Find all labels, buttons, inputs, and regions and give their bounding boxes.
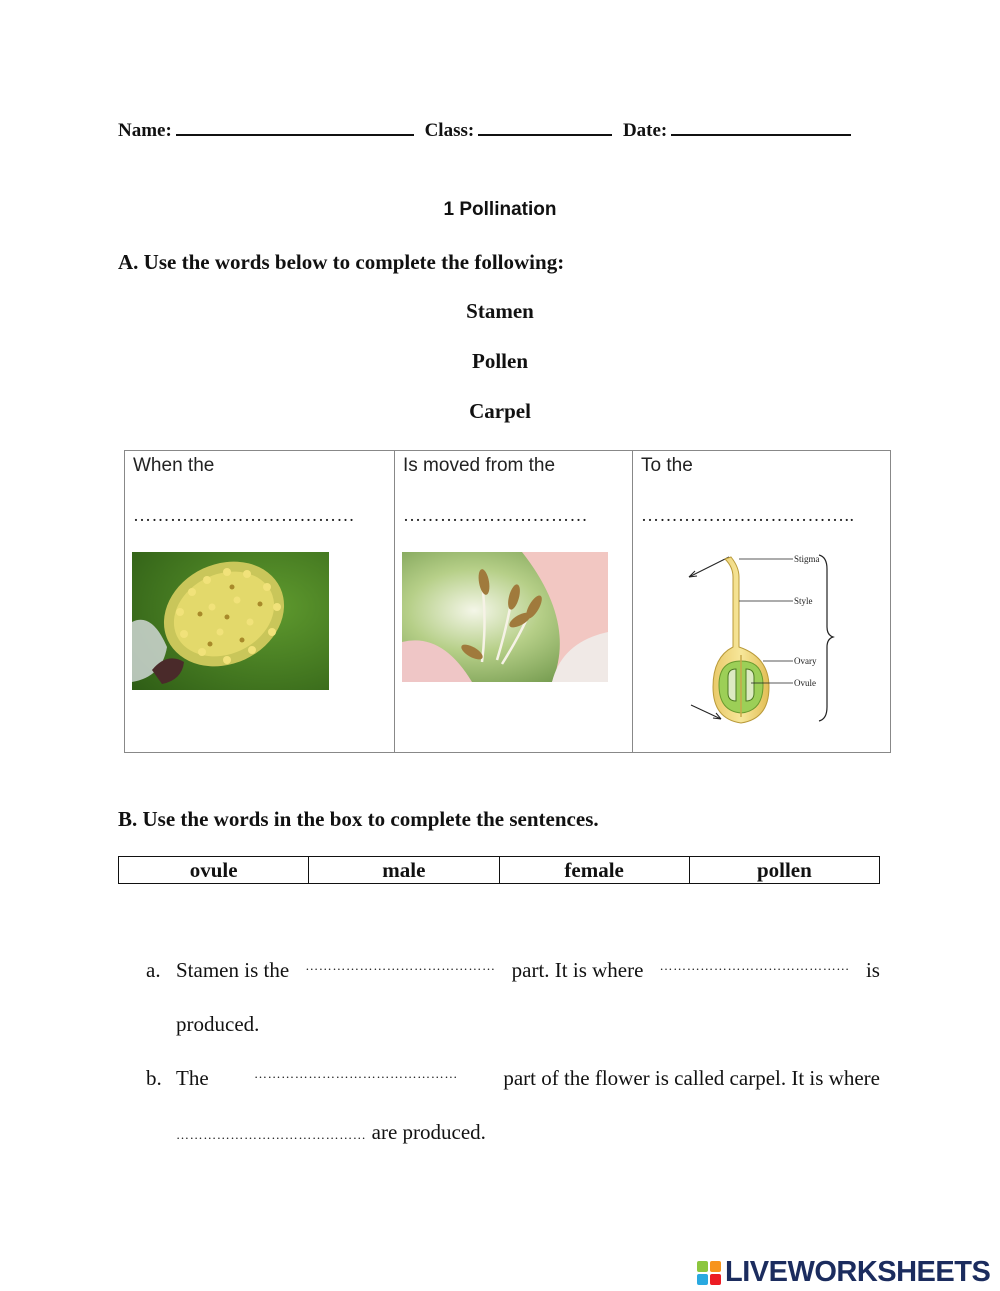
answer-blank[interactable]: ………………………………: [133, 505, 355, 525]
label-style: Style: [794, 596, 813, 606]
box-word-male: male: [309, 857, 499, 883]
class-label: Class:: [424, 120, 475, 141]
flower-photo: [402, 552, 608, 682]
answer-blank[interactable]: ……………………………………: [176, 1127, 367, 1142]
liveworksheets-logo: [697, 1256, 990, 1289]
box-word-pollen: pollen: [756, 858, 812, 882]
question-marker: a.: [146, 958, 161, 982]
worksheet-title: 1 Pollination: [443, 199, 557, 220]
pollination-table: [124, 450, 891, 753]
label-ovule: Ovule: [794, 678, 816, 688]
date-blank[interactable]: [671, 118, 851, 136]
question-text: part of the flower is called carpel. It is where: [503, 1066, 880, 1090]
cell-label: When the: [133, 455, 215, 476]
class-blank[interactable]: [478, 118, 612, 136]
name-label: Name:: [118, 120, 172, 141]
label-stigma: Stigma: [794, 554, 820, 564]
label-ovary: Ovary: [794, 656, 817, 666]
question-marker: b.: [146, 1066, 162, 1090]
box-word-female: female: [500, 857, 690, 883]
logo-blocks-icon: [697, 1261, 721, 1285]
question-text: is: [865, 958, 880, 982]
student-info-header: [118, 118, 857, 142]
question-line: [176, 1120, 880, 1145]
question-text: Stamen is the: [176, 958, 290, 982]
question-text: produced.: [176, 1012, 260, 1036]
box-word-ovule: ovule: [119, 857, 309, 883]
answer-blank[interactable]: ……………………………………: [305, 958, 496, 973]
name-blank[interactable]: [176, 118, 414, 136]
answer-blank[interactable]: ……………………………..: [641, 505, 855, 525]
table-cell-to: [633, 451, 890, 752]
question-text: The: [176, 1066, 209, 1090]
carpel-brace: [819, 555, 833, 721]
table-cell-when: [125, 451, 395, 752]
section-a-instruction: A. Use the words below to complete the following:: [118, 250, 565, 274]
cell-label: Is moved from the: [403, 455, 556, 476]
question-text: part. It is where: [511, 958, 644, 982]
question-line: [176, 1066, 880, 1091]
cell-label: To the: [641, 455, 693, 476]
answer-blank[interactable]: ……………………………………: [659, 958, 850, 973]
carpel-diagram: [681, 547, 841, 727]
question-text: are produced.: [371, 1120, 486, 1144]
date-label: Date:: [622, 120, 668, 141]
word-carpel: Carpel: [469, 399, 531, 423]
question-line: [176, 958, 880, 983]
answer-blank[interactable]: …………………………: [403, 505, 588, 525]
word-box: [118, 856, 880, 884]
answer-blank[interactable]: ………………………………………: [253, 1066, 458, 1081]
word-stamen: Stamen: [466, 299, 534, 323]
logo-text: LIVEWORKSHEETS: [725, 1256, 991, 1288]
table-cell-moved: [395, 451, 633, 752]
stamen-photo: [132, 552, 329, 690]
section-b-instruction: B. Use the words in the box to complete the sentences.: [118, 807, 599, 831]
word-pollen: Pollen: [472, 349, 528, 373]
